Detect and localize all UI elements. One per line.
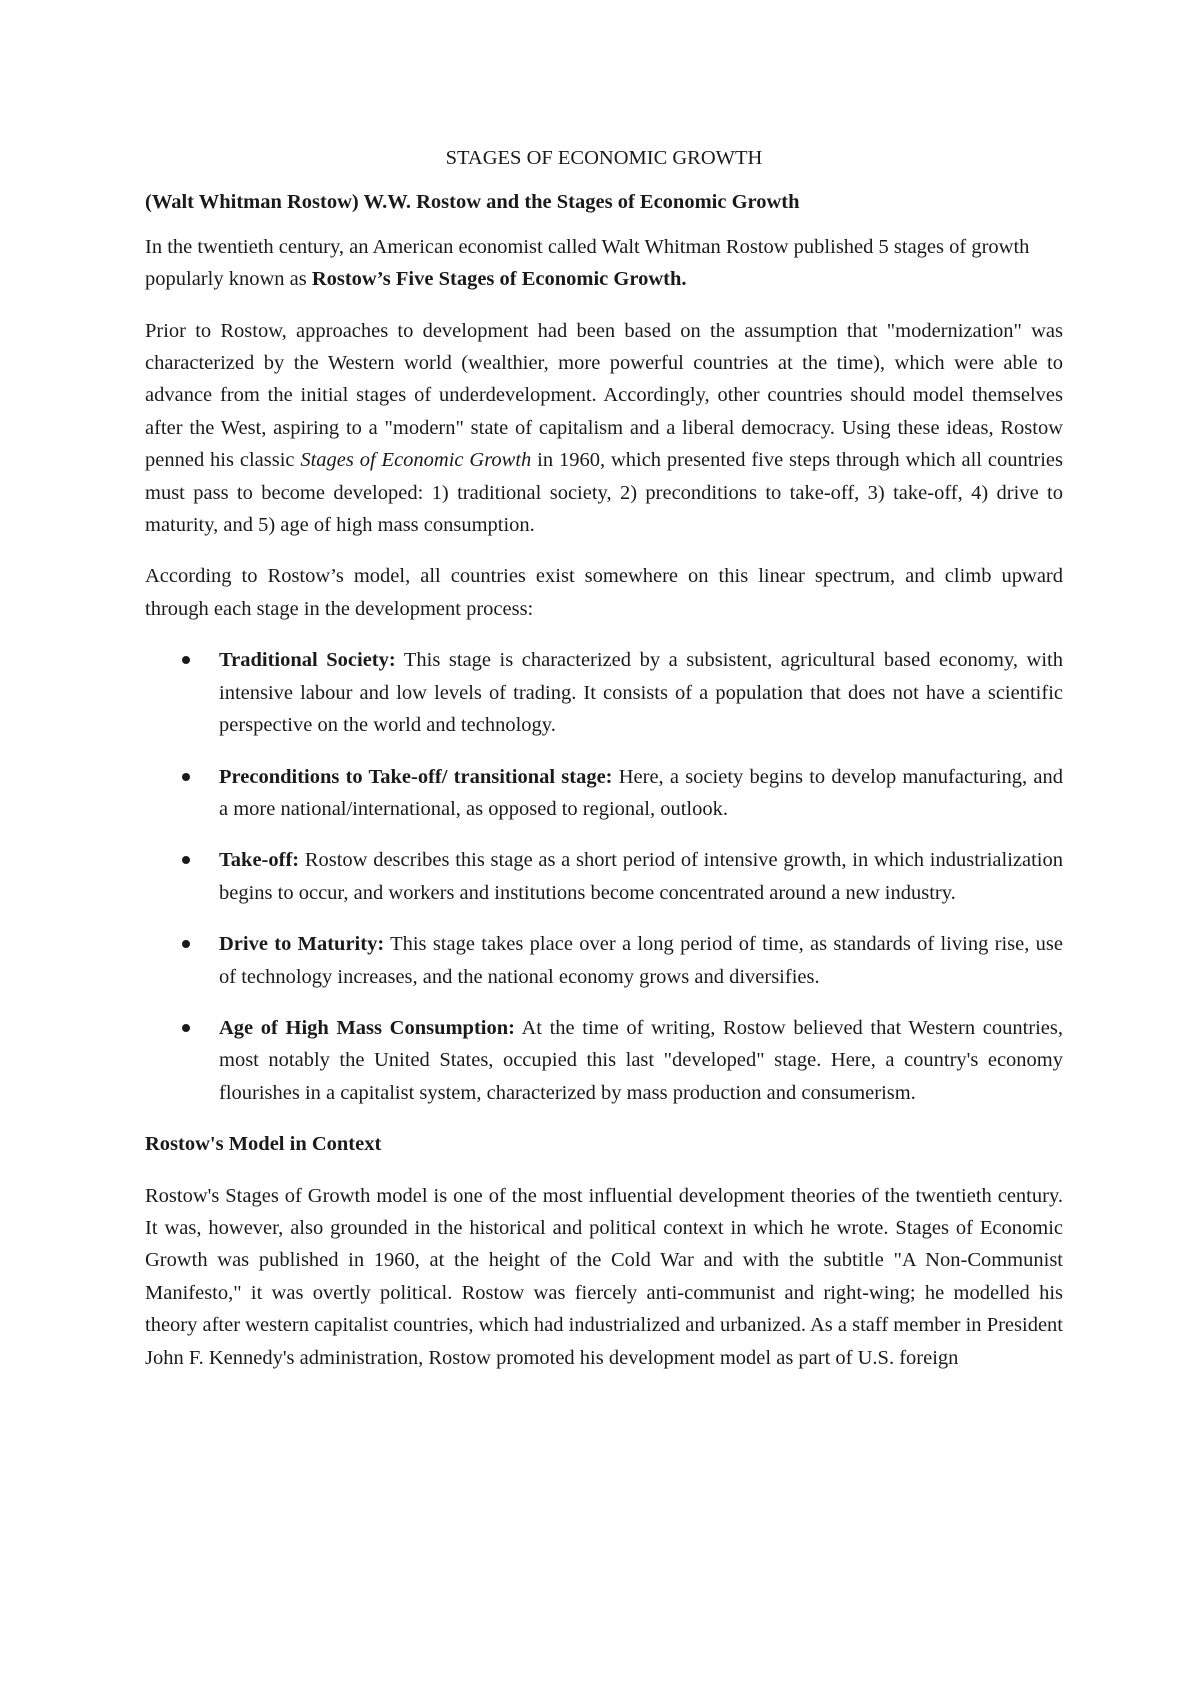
- list-item: [145, 644, 1063, 741]
- bullet-icon: [182, 856, 190, 864]
- bullet-icon: [182, 773, 190, 781]
- document-subtitle: (Walt Whitman Rostow) W.W. Rostow and the Stages of Economic Growth: [145, 191, 800, 214]
- stage-name: Drive to Maturity:: [219, 933, 385, 956]
- stage-name: Take-off:: [219, 849, 300, 872]
- list-item: [145, 761, 1063, 826]
- context-heading: Rostow's Model in Context: [145, 1133, 382, 1156]
- bullet-icon: [182, 1024, 190, 1032]
- prior-paragraph: [145, 315, 1063, 542]
- prior-italic-title: Stages of Economic Growth: [300, 449, 532, 472]
- model-intro-paragraph: According to Rostow’s model, all countries exist somewhere on this linear spectrum, and climb upward through each stage in the development process:: [145, 565, 1063, 620]
- stage-description: Rostow describes this stage as a short period of intensive growth, in which industrialization begins to occur, and workers and institutions become concentrated around a new industry.: [219, 849, 1063, 904]
- prior-text-after: in 1960, which presented five steps through which all countries must pass to become developed: 1) traditional society, 2) preconditions to take-off, 3) take-off, 4) drive to maturity, and 5) age of high mass consumption.: [145, 449, 1064, 537]
- list-item: [145, 844, 1063, 909]
- intro-paragraph: [145, 231, 1063, 296]
- stage-name: Age of High Mass Consumption:: [219, 1016, 515, 1039]
- stage-description: Here, a society begins to develop manufacturing, and a more national/international, as opposed to regional, outlook.: [219, 765, 1063, 820]
- list-item: [145, 928, 1063, 993]
- stage-description: This stage takes place over a long period of time, as standards of living rise, use of technology increases, and the national economy grows and diversifies.: [219, 933, 1063, 988]
- stage-description: This stage is characterized by a subsistent, agricultural based economy, with intensive labour and low levels of trading. It consists of a population that does not have a scientific perspective on the world and technology.: [219, 649, 1063, 737]
- intro-bold-text: Rostow’s Five Stages of Economic Growth.: [311, 268, 687, 291]
- stages-list: [145, 644, 1063, 1109]
- bullet-icon: [182, 940, 190, 948]
- intro-text: In the twentieth century, an American economist called Walt Whitman Rostow published 5 stages of growth popularly known as: [145, 235, 1030, 291]
- document-title: STAGES OF ECONOMIC GROWTH: [445, 147, 763, 169]
- stage-name: Traditional Society:: [219, 649, 396, 672]
- list-item: [145, 1012, 1063, 1109]
- stage-description: At the time of writing, Rostow believed that Western countries, most notably the United States, occupied this last "developed" stage. Here, a country's economy flourishes in a capitalist system, characterized by mass production and consumerism.: [219, 1016, 1063, 1104]
- document-page: [145, 142, 1063, 1393]
- stage-name: Preconditions to Take-off/ transitional stage:: [219, 765, 613, 788]
- bullet-icon: [182, 656, 190, 664]
- prior-text-before: Prior to Rostow, approaches to development had been based on the assumption that "modernization" was characterized by the Western world (wealthier, more powerful countries at the time), which were able to advance from the initial stages of underdevelopment. Accordingly, other countries should model themselves after the West, aspiring to a "modern" state of capitalism and a liberal democracy. Using these ideas, Rostow penned his classic: [145, 319, 1063, 472]
- context-paragraph: Rostow's Stages of Growth model is one of the most influential development theories of the twentieth century. It was, however, also grounded in the historical and political context in which he wrote. Stages of Economic Growth was published in 1960, at the height of the Cold War and with the subtitle "A Non-Communist Manifesto," it was overtly political. Rostow was fiercely anti-communist and right-wing; he modelled his theory after western capitalist countries, which had industrialized and urbanized. As a staff member in President John F. Kennedy's administration, Rostow promoted his development model as part of U.S. foreign: [145, 1184, 1063, 1369]
